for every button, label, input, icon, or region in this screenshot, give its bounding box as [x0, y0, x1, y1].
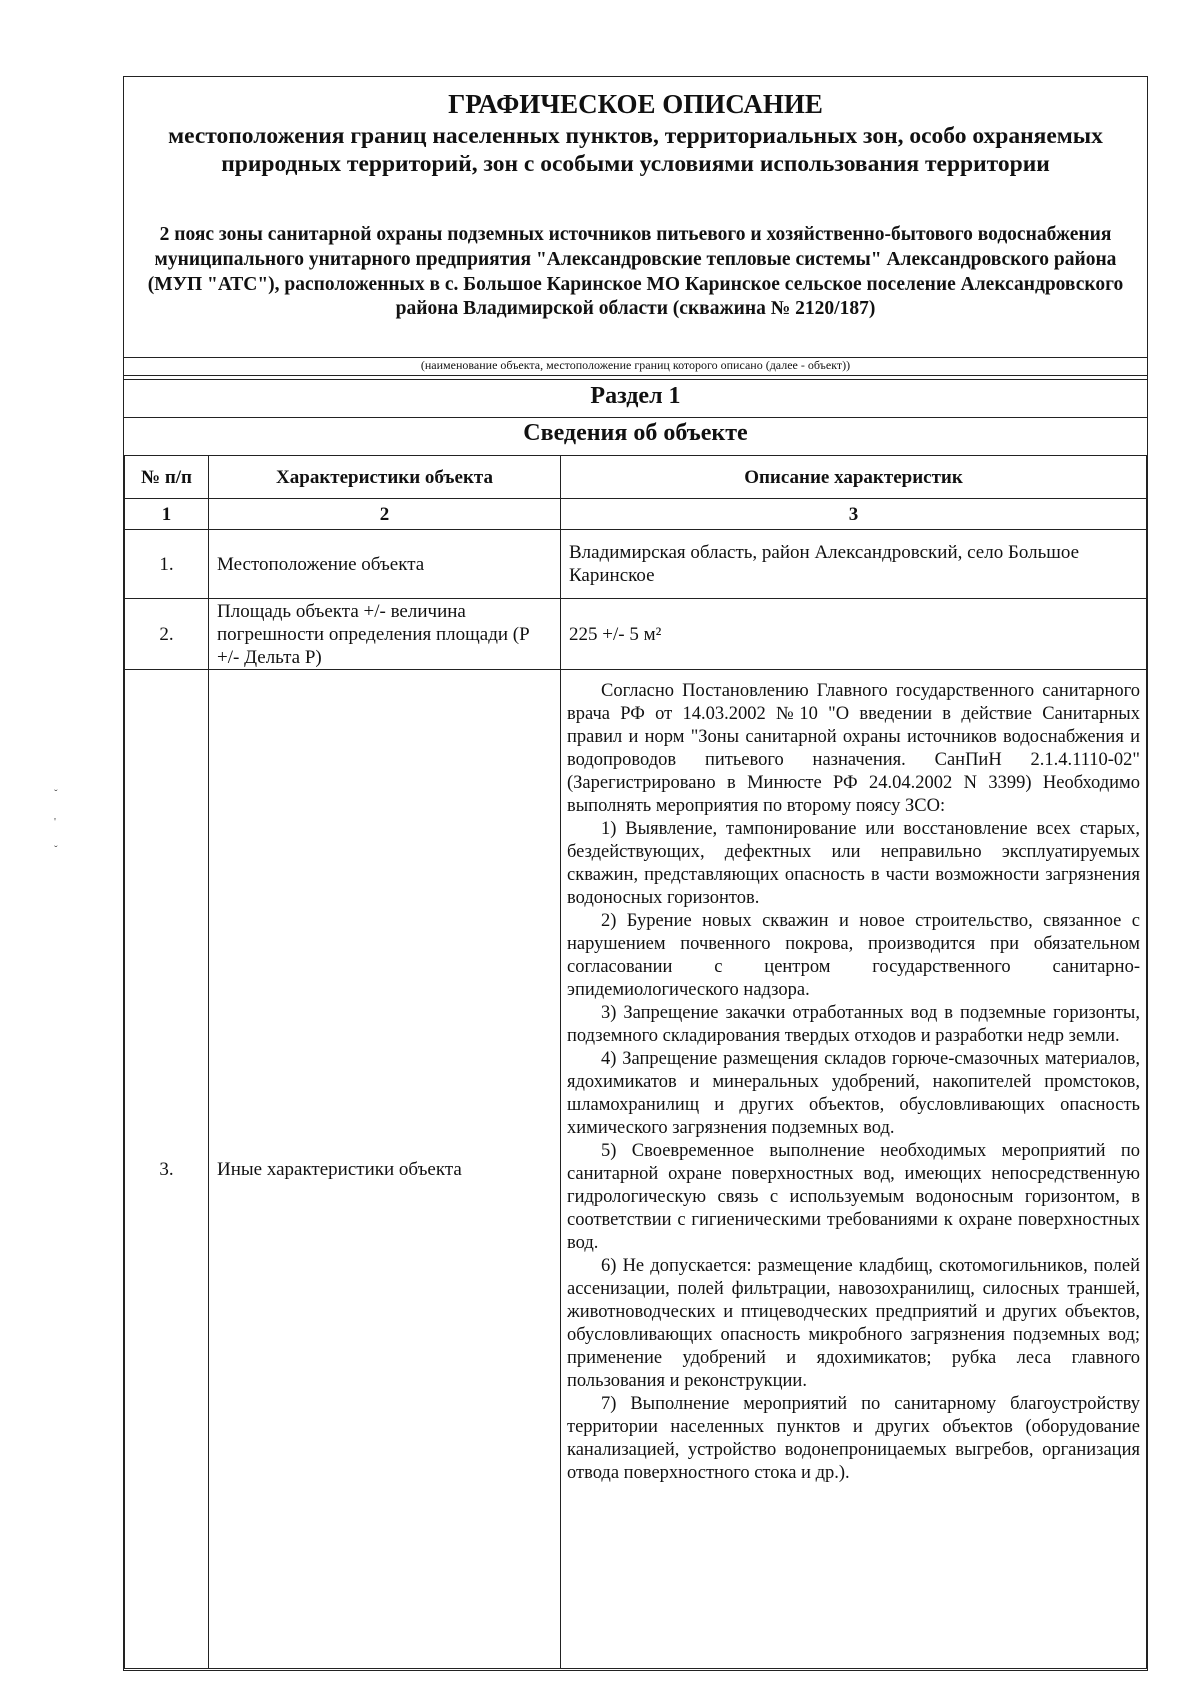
table-header-row [125, 456, 1147, 499]
description-paragraph: Согласно Постановлению Главного государственного санитарного врача РФ от 14.03.2002 №10 "О введении в действие Санитарных правил и норм "Зоны санитарной охраны источников водоснабжения и водопроводов питьевого назначения. СанПиН 2.1.4.1110-02" (Зарегистрировано в Минюсте РФ 24.04.2002 N 3399) Необходимо выполнять мероприятия по второму поясу ЗСО: [567, 681, 1140, 816]
scan-margin-marks: ˇ ' ˇ [54, 788, 58, 856]
header-cell: Описание характеристик [561, 456, 1147, 499]
object-info-table [124, 455, 1147, 1669]
table-row [125, 670, 1147, 1669]
description-paragraph: 4) Запрещение размещения складов горюче-смазочных материалов, ядохимикатов и минеральных удобрений, накопителей промстоков, шламохранилищ и других объектов, обусловливающих опасность химического загрязнения подземных вод. [567, 1049, 1140, 1138]
row-characteristic: Местоположение объекта [209, 530, 561, 599]
object-name: 2 пояс зоны санитарной охраны подземных источников питьевого и хозяйственно-бытового водоснабжения муниципального унитарного предприятия "Александровские тепловые системы" Александровского района (МУП "АТС"), расположенных в с. Большое Каринское МО Каринское сельское поселение Александровского района Владимирской области (скважина № 2120/187) [147, 224, 1124, 320]
column-number-row [125, 499, 1147, 530]
document-subtitle: местоположения границ населенных пунктов, территориальных зон, особо охраняемых природных территорий, зон с особыми условиями использования территории [168, 123, 1103, 177]
row-description-long [561, 670, 1147, 1669]
row-characteristic: Площадь объекта +/- величина погрешности определения площади (Р +/- Дельта Р) [209, 599, 561, 670]
table-row [125, 599, 1147, 670]
header-cell: № п/п [125, 456, 209, 499]
table-row [125, 530, 1147, 599]
row-description: Владимирская область, район Александровский, село Большое Каринское [561, 530, 1147, 599]
column-number: 2 [209, 499, 561, 530]
description-paragraph: 6) Не допускается: размещение кладбищ, скотомогильников, полей ассенизации, полей фильтрации, навозохранилищ, силосных траншей, животноводческих и птицеводческих предприятий и других объектов, обусловливающих опасность микробного загрязнения подземных вод; применение удобрений и ядохимикатов; рубка леса главного пользования и реконструкции. [567, 1256, 1140, 1391]
description-paragraph: 3) Запрещение закачки отработанных вод в подземные горизонты, подземного складирования твердых отходов и разработки недр земли. [567, 1003, 1140, 1046]
section-number: Раздел 1 [590, 383, 681, 409]
row-number: 1. [125, 530, 209, 599]
row-characteristic: Иные характеристики объекта [209, 670, 561, 1669]
row-number: 3. [125, 670, 209, 1669]
divider [124, 379, 1147, 380]
object-name-caption: (наименование объекта, местоположение границ которого описано (далее - объект)) [420, 358, 851, 372]
description-paragraph: 2) Бурение новых скважин и новое строительство, связанное с нарушением почвенного покрова, производится при обязательном согласовании с центром государственного санитарно-эпидемиологического надзора. [567, 911, 1140, 1000]
description-paragraph: 5) Своевременное выполнение необходимых мероприятий по санитарной охране поверхностных вод, имеющих непосредственную гидрологическую связь с используемым водоносным горизонтом, в соответствии с гигиеническими требованиями к охране поверхностных вод. [567, 1141, 1140, 1253]
description-paragraph: 7) Выполнение мероприятий по санитарному благоустройству территории населенных пунктов и других объектов (оборудование канализацией, устройство водонепроницаемых выгребов, организация отвода поверхностного стока и др.). [567, 1394, 1140, 1483]
description-paragraph: 1) Выявление, тампонирование или восстановление всех старых, бездействующих, дефектных или неправильно эксплуатируемых скважин, представляющих опасность в части возможности загрязнения водоносных горизонтов. [567, 819, 1140, 908]
document-title: ГРАФИЧЕСКОЕ ОПИСАНИЕ [448, 89, 823, 119]
header-cell: Характеристики объекта [209, 456, 561, 499]
column-number: 3 [561, 499, 1147, 530]
row-description: 225 +/- 5 м² [561, 599, 1147, 670]
divider [124, 417, 1147, 418]
document-sheet [123, 76, 1148, 1671]
divider [124, 375, 1147, 376]
document-header [124, 77, 1147, 357]
section-title: Сведения об объекте [523, 420, 748, 446]
row-number: 2. [125, 599, 209, 670]
column-number: 1 [125, 499, 209, 530]
